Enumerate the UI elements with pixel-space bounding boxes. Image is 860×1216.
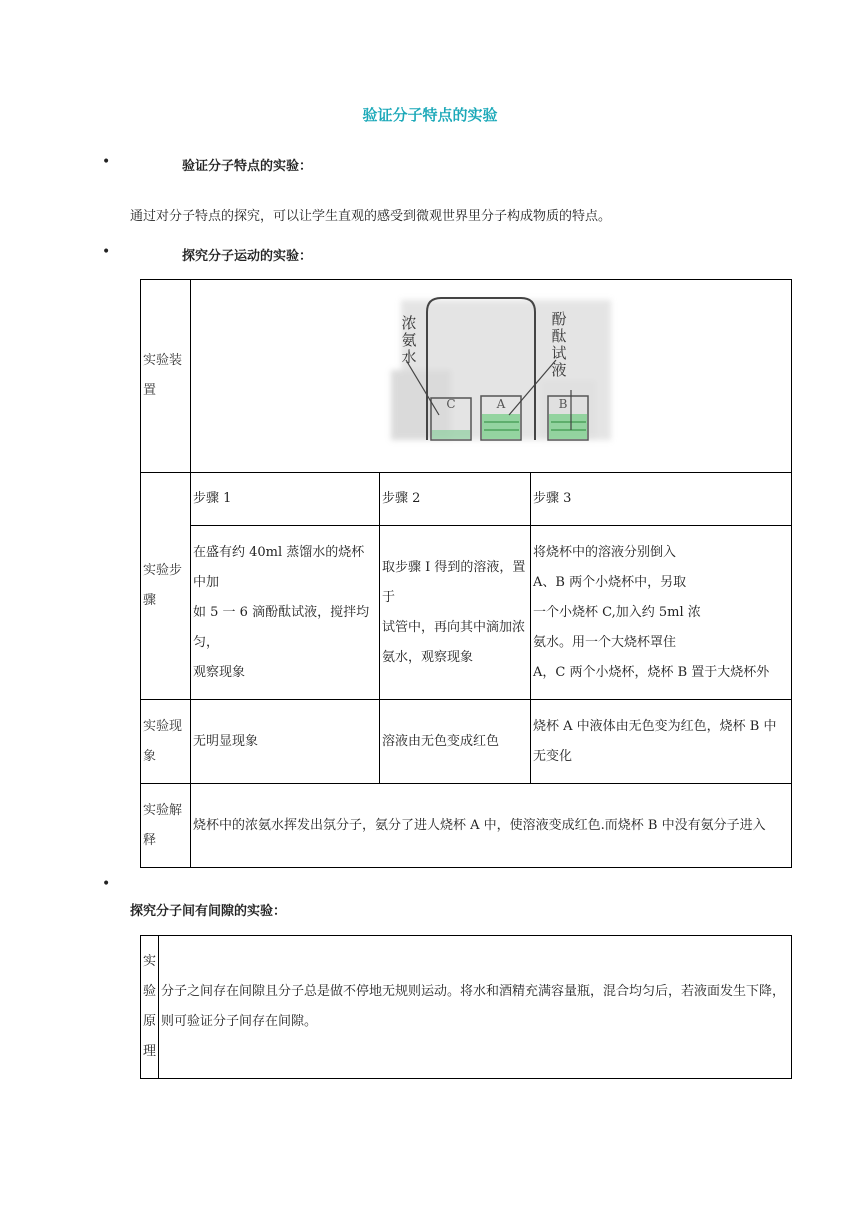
svg-text:试: 试 — [551, 344, 567, 362]
bullet: • — [102, 154, 111, 170]
principle-text: 分子之间存在间隙且分子总是做不停地无规则运动。将水和酒精充满容量瓶，混合均匀后，若液面发生下降，则可验证分子间存在间隙。 — [159, 936, 792, 1079]
step-2-line: 取步骤 I 得到的溶液，置于 — [382, 559, 526, 605]
principle-label-char: 原 — [142, 1014, 156, 1029]
beaker-c-label: C — [446, 397, 456, 411]
svg-text:酞: 酞 — [551, 327, 567, 345]
principle-label-char: 实 — [142, 954, 156, 969]
beaker-b-label: B — [558, 397, 568, 411]
step-3-line: 一个小烧杯 C,加入约 5ml 浓 — [533, 604, 701, 620]
step-1-line: 观察现象 — [193, 664, 246, 680]
phenomenon-3: 烧杯 A 中液体由无色变为红色，烧杯 B 中无变化 — [531, 700, 792, 784]
step-1-text — [191, 526, 380, 700]
molecule-gap-table — [140, 935, 792, 1079]
step-header-3: 步骤 3 — [531, 473, 792, 526]
step-header-2: 步骤 2 — [380, 473, 531, 526]
ammonia-label — [401, 314, 416, 366]
svg-text:酚: 酚 — [551, 310, 567, 328]
step-2-text — [380, 526, 531, 700]
phenolphthalein-label — [551, 310, 566, 379]
step-3-line: A、B 两个小烧杯中，另取 — [533, 574, 687, 590]
step-2-line: 试管中，再向其中滴加浓 — [382, 619, 526, 635]
apparatus-figure-cell — [191, 280, 792, 473]
molecule-motion-table — [140, 279, 792, 868]
step-1-line: 在盛有约 40ml 蒸馏水的烧杯中加 — [193, 544, 365, 590]
principle-label-char: 验 — [142, 984, 156, 999]
svg-text:液: 液 — [551, 361, 567, 379]
step-1-line: 如 5 一 6 滴酚酞试液，搅拌均匀， — [193, 604, 370, 650]
step-3-line: 氨水。用一个大烧杯罩住 — [533, 634, 677, 650]
steps-label: 实验步骤 — [141, 473, 191, 700]
section2-heading: 探究分子运动的实验： — [182, 249, 313, 264]
bullet: • — [102, 876, 111, 892]
explanation-label: 实验解释 — [141, 784, 191, 868]
step-3-text — [531, 526, 792, 700]
beaker-a-label: A — [496, 397, 506, 411]
bullet: • — [102, 244, 111, 260]
principle-label — [141, 936, 159, 1079]
svg-text:氨: 氨 — [401, 331, 417, 349]
step-header-1: 步骤 1 — [191, 473, 380, 526]
svg-text:水: 水 — [401, 348, 417, 366]
section3-heading: 探究分子间有间隙的实验： — [130, 904, 287, 919]
phenomenon-2: 溶液由无色变成红色 — [380, 700, 531, 784]
phenomena-label: 实验现象 — [141, 700, 191, 784]
step-3-line: 将烧杯中的溶液分别倒入 — [533, 544, 677, 560]
apparatus-label: 实验装置 — [141, 280, 191, 473]
phenomenon-1: 无明显现象 — [191, 700, 380, 784]
svg-text:浓: 浓 — [401, 314, 417, 332]
step-3-line: A，C 两个小烧杯，烧杯 B 置于大烧杯外 — [533, 664, 770, 680]
step-2-line: 氨水，观察现象 — [382, 649, 474, 665]
page-title: 验证分子特点的实验 — [362, 106, 498, 124]
apparatus-figure — [191, 280, 791, 460]
section1-heading: 验证分子特点的实验： — [182, 159, 313, 174]
explanation-text: 烧杯中的浓氨水挥发出氛分子，氨分了进人烧杯 A 中，使溶液变成红色.而烧杯 B 中没有氨分子进入 — [191, 784, 792, 868]
principle-label-char: 理 — [142, 1044, 156, 1059]
section1-text: 通过对分子特点的探究，可以让学生直观的感受到微观世界里分子构成物质的特点。 — [130, 209, 612, 224]
